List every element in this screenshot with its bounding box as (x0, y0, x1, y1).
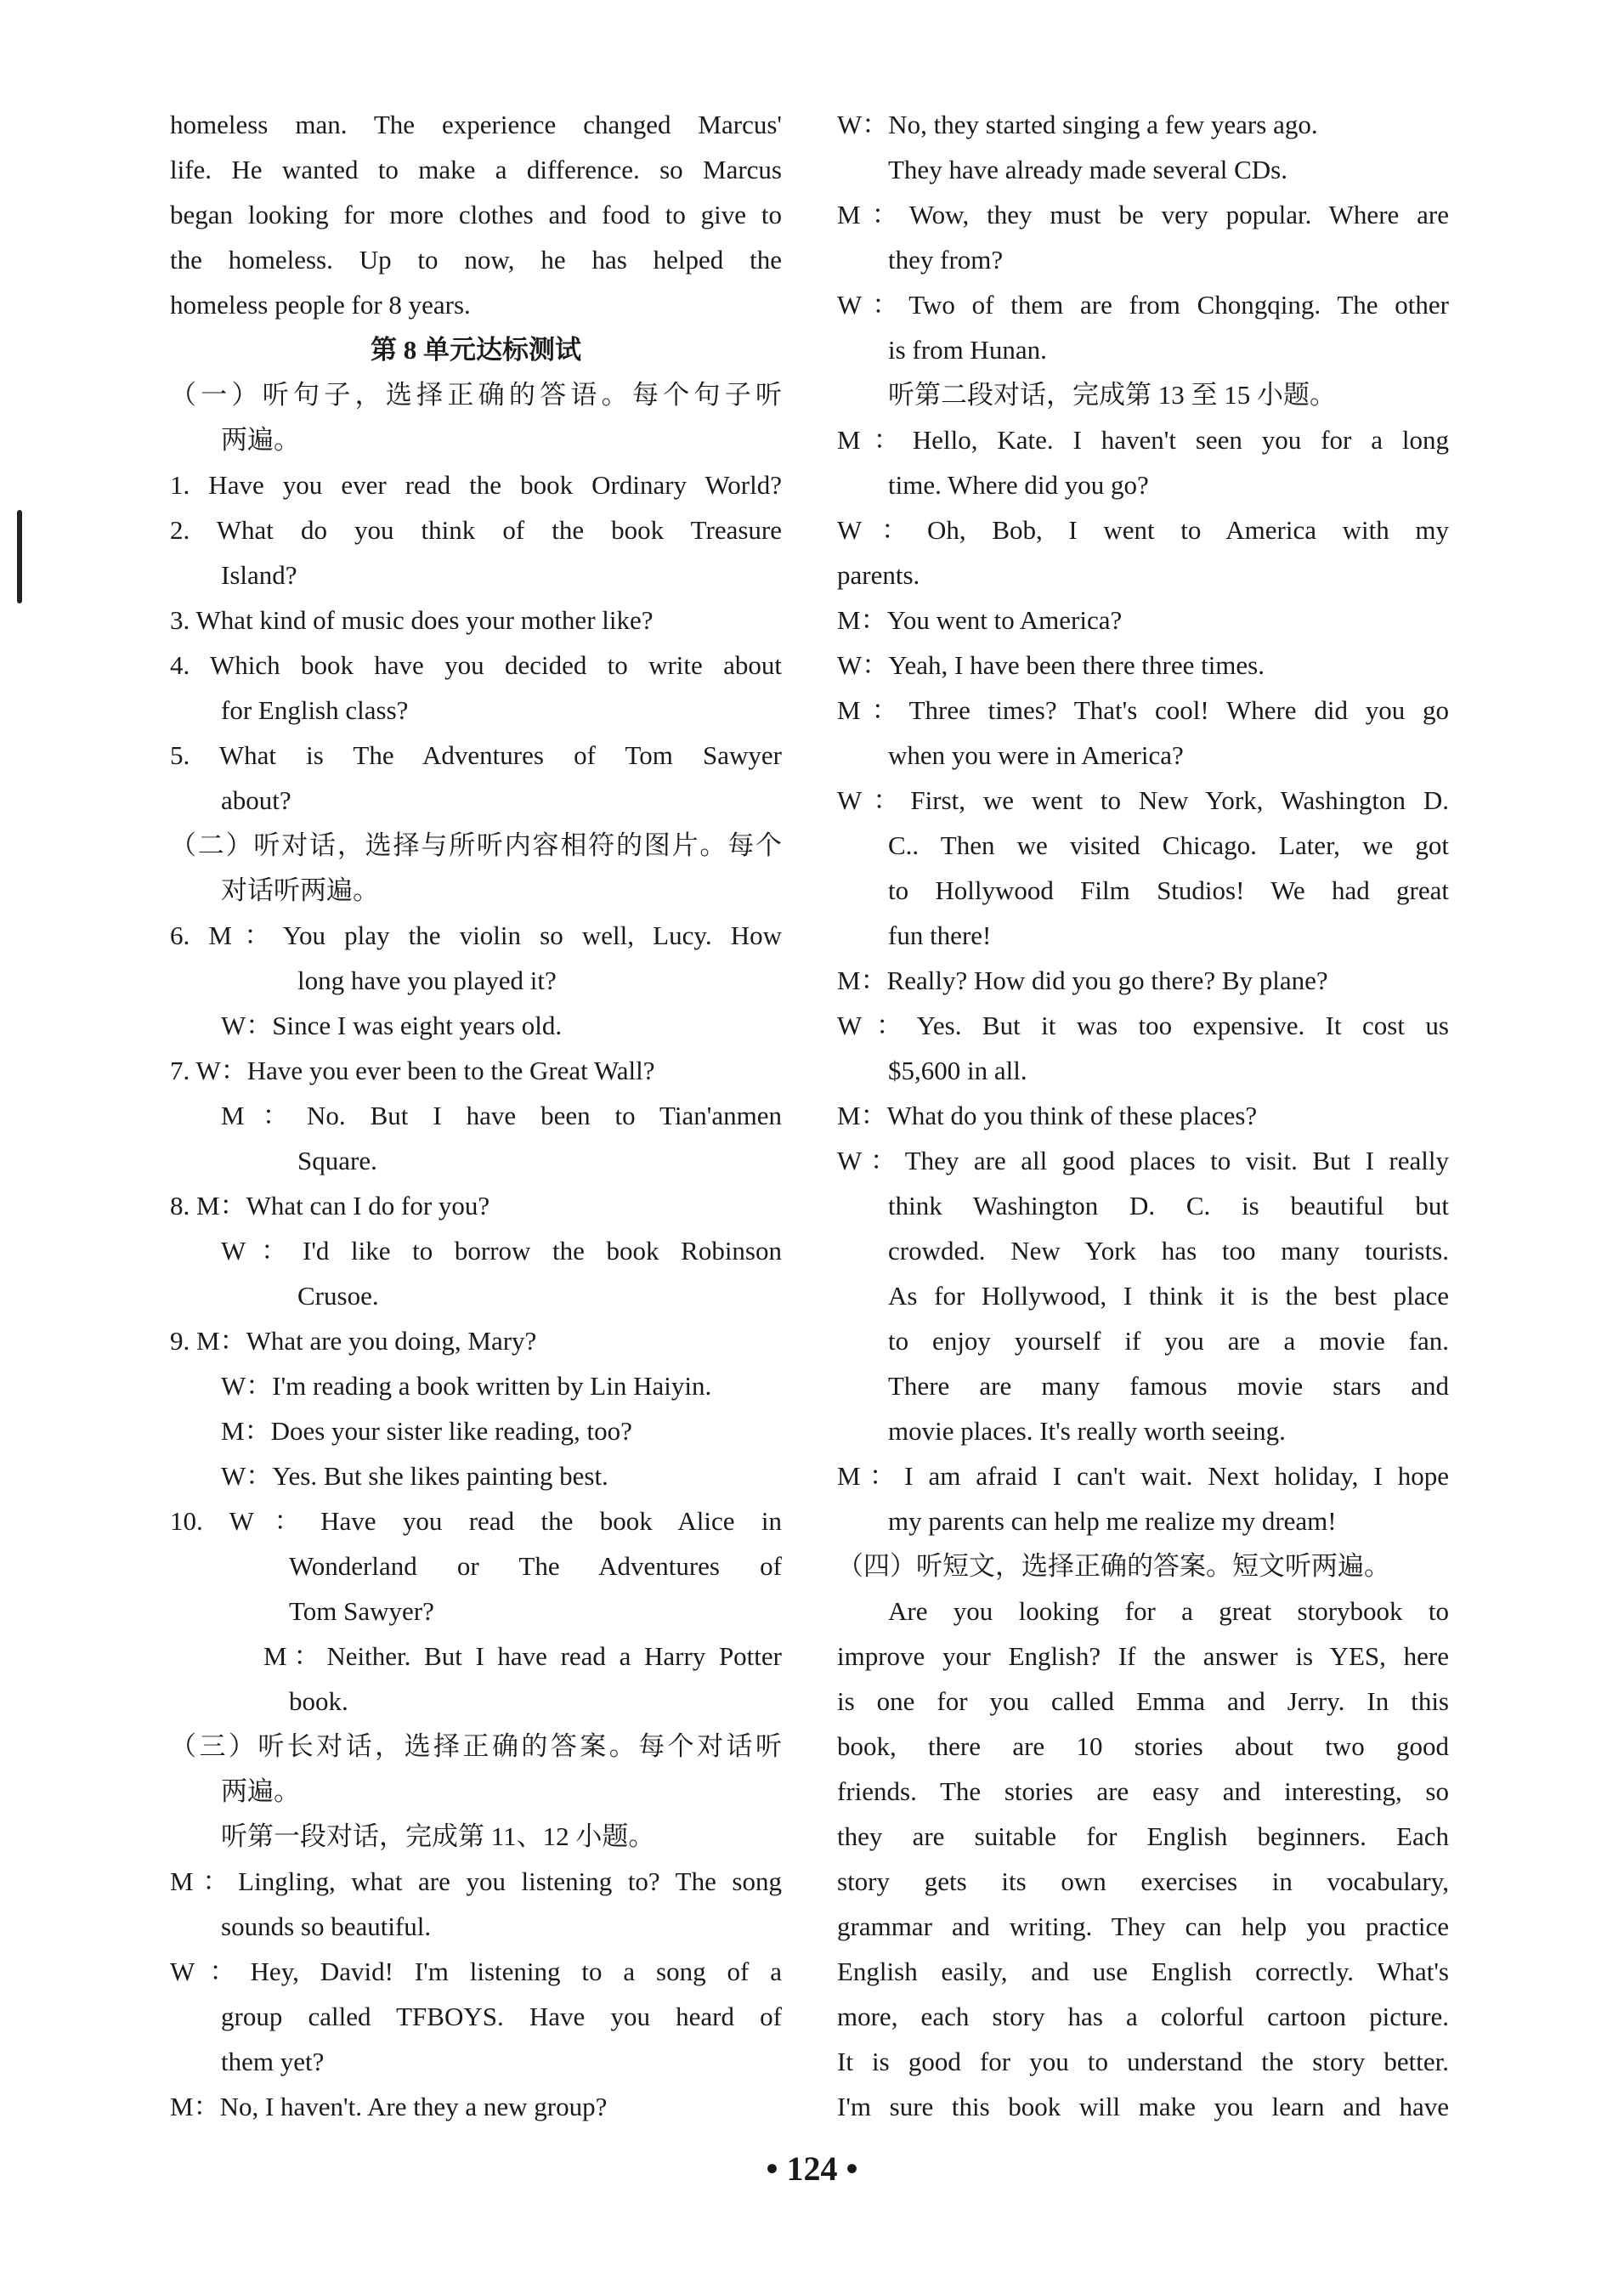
left-text-line: M：Neither. But I have read a Harry Potter (263, 1641, 782, 1671)
right-text-line: I'm sure this book will make you learn and have (837, 2092, 1449, 2121)
right-text-line: they from? (888, 245, 1004, 275)
right-text-line: They have already made several CDs. (888, 155, 1287, 184)
left-text-line: 对话听两遍。 (221, 875, 379, 905)
left-text-line: （一）听句子，选择正确的答语。每个句子听 (170, 380, 782, 410)
right-text-line: when you were in America? (888, 740, 1184, 770)
right-text-line: W：Yes. But it was too expensive. It cost us (837, 1011, 1449, 1040)
left-text-line: W：Yes. But she likes painting best. (221, 1461, 608, 1491)
left-text-line: 3. What kind of music does your mother like? (170, 605, 654, 635)
left-text-line: the homeless. Up to now, he has helped the (170, 245, 782, 275)
right-text-line: is one for you called Emma and Jerry. In this (837, 1686, 1449, 1716)
right-text-line: think Washington D. C. is beautiful but (888, 1191, 1449, 1220)
left-text-line: W：I'd like to borrow the book Robinson (221, 1236, 782, 1266)
left-text-line: about? (221, 785, 291, 815)
left-text-line: Island? (221, 560, 297, 590)
right-text-line: they are suitable for English beginners. Each (837, 1821, 1449, 1851)
left-text-line: group called TFBOYS. Have you heard of (221, 2002, 782, 2031)
right-text-line: M：Really? How did you go there? By plane? (837, 966, 1328, 995)
right-text-line: Are you looking for a great storybook to (888, 1596, 1449, 1626)
right-text-line: （四）听短文，选择正确的答案。短文听两遍。 (837, 1551, 1390, 1581)
right-text-line: W：No, they started singing a few years ago. (837, 110, 1318, 139)
right-text-line: grammar and writing. They can help you practice (837, 1911, 1449, 1941)
left-text-line: （三）听长对话，选择正确的答案。每个对话听 (170, 1731, 782, 1761)
right-text-line: As for Hollywood, I think it is the best place (888, 1281, 1449, 1311)
right-text-line: to Hollywood Film Studios! We had great (888, 875, 1449, 905)
right-text-line: W：First, we went to New York, Washington D. (837, 785, 1449, 815)
left-text-line: M：No. But I have been to Tian'anmen (221, 1101, 782, 1130)
left-text-line: （二）听对话，选择与所听内容相符的图片。每个 (170, 830, 782, 860)
right-text-line: W：Oh, Bob, I went to America with my (837, 515, 1449, 545)
left-text-line: long have you played it? (297, 966, 557, 995)
left-text-line: W：Since I was eight years old. (221, 1011, 563, 1040)
right-text-line: $5,600 in all. (888, 1056, 1027, 1085)
right-text-line: friends. The stories are easy and interesting, so (837, 1776, 1449, 1806)
right-text-line: M：You went to America? (837, 605, 1123, 635)
left-text-line: homeless man. The experience changed Marcus' (170, 110, 782, 139)
left-text-line: M：Does your sister like reading, too? (221, 1416, 632, 1446)
right-text-line: improve your English? If the answer is YES, here (837, 1641, 1449, 1671)
left-text-line: Square. (297, 1146, 377, 1175)
right-text-line: time. Where did you go? (888, 470, 1149, 500)
right-text-line: my parents can help me realize my dream! (888, 1506, 1337, 1536)
left-text-line: book. (289, 1686, 348, 1716)
right-text-line: M：Hello, Kate. I haven't seen you for a long (837, 425, 1449, 455)
left-text-line: W：I'm reading a book written by Lin Haiyin. (221, 1371, 712, 1401)
right-text-line: story gets its own exercises in vocabulary, (837, 1866, 1449, 1896)
left-text-line: them yet? (221, 2047, 325, 2076)
left-text-line: 4. Which book have you decided to write about (170, 650, 782, 680)
right-text-line: movie places. It's really worth seeing. (888, 1416, 1286, 1446)
left-text-line: sounds so beautiful. (221, 1911, 432, 1941)
right-text-line: There are many famous movie stars and (888, 1371, 1449, 1401)
left-text-line: for English class? (221, 695, 409, 725)
left-text-line: 6. M：You play the violin so well, Lucy. How (170, 920, 782, 950)
left-text-line: life. He wanted to make a difference. so Marcus (170, 155, 782, 184)
left-text-line: 听第一段对话，完成第 11、12 小题。 (221, 1821, 655, 1851)
right-text-line: W：They are all good places to visit. But I really (837, 1146, 1449, 1175)
right-text-line: 听第二段对话，完成第 13 至 15 小题。 (888, 380, 1336, 410)
left-text-line: Crusoe. (297, 1281, 379, 1311)
right-text-line: parents. (837, 560, 920, 590)
right-text-line: English easily, and use English correctly. What's (837, 1957, 1449, 1986)
right-column (837, 102, 1449, 2129)
left-text-line: 1. Have you ever read the book Ordinary World? (170, 470, 782, 500)
page-number: • 124 • (766, 2149, 858, 2188)
left-text-line: homeless people for 8 years. (170, 290, 471, 320)
left-text-line: 10. W：Have you read the book Alice in (170, 1506, 782, 1536)
right-text-line: M：Wow, they must be very popular. Where are (837, 200, 1449, 229)
left-text-line: M：Lingling, what are you listening to? The song (170, 1866, 782, 1896)
right-text-line: C.. Then we visited Chicago. Later, we got (888, 830, 1449, 860)
left-text-line: W：Hey, David! I'm listening to a song of a (170, 1957, 782, 1986)
right-text-line: more, each story has a colorful cartoon picture. (837, 2002, 1449, 2031)
right-text-line: M：I am afraid I can't wait. Next holiday, I hope (837, 1461, 1449, 1491)
left-text-line: 两遍。 (221, 1776, 300, 1806)
left-text-line: 2. What do you think of the book Treasure (170, 515, 782, 545)
right-text-line: M：Three times? That's cool! Where did you go (837, 695, 1449, 725)
left-text-line: Wonderland or The Adventures of (289, 1551, 782, 1581)
margin-mark (17, 510, 22, 603)
right-text-line: M：What do you think of these places? (837, 1101, 1258, 1130)
right-text-line: W：Two of them are from Chongqing. The other (837, 290, 1449, 320)
left-text-line: 5. What is The Adventures of Tom Sawyer (170, 740, 782, 770)
right-text-line: book, there are 10 stories about two good (837, 1731, 1449, 1761)
right-text-line: fun there! (888, 920, 992, 950)
left-text-line: began looking for more clothes and food to give to (170, 200, 782, 229)
right-text-line: crowded. New York has too many tourists. (888, 1236, 1449, 1266)
left-column (170, 102, 782, 2129)
right-text-line: W：Yeah, I have been there three times. (837, 650, 1265, 680)
left-text-line: Tom Sawyer? (289, 1596, 434, 1626)
right-text-line: is from Hunan. (888, 335, 1047, 365)
right-text-line: It is good for you to understand the story better. (837, 2047, 1449, 2076)
left-text-line: 8. M：What can I do for you? (170, 1191, 490, 1220)
left-text-line: 9. M：What are you doing, Mary? (170, 1326, 537, 1356)
left-text-line: 7. W：Have you ever been to the Great Wall? (170, 1056, 655, 1085)
right-text-line: to enjoy yourself if you are a movie fan. (888, 1326, 1449, 1356)
left-text-line: M：No, I haven't. Are they a new group? (170, 2092, 608, 2121)
left-text-line: 第 8 单元达标测试 (371, 335, 581, 365)
left-text-line: 两遍。 (221, 425, 300, 455)
